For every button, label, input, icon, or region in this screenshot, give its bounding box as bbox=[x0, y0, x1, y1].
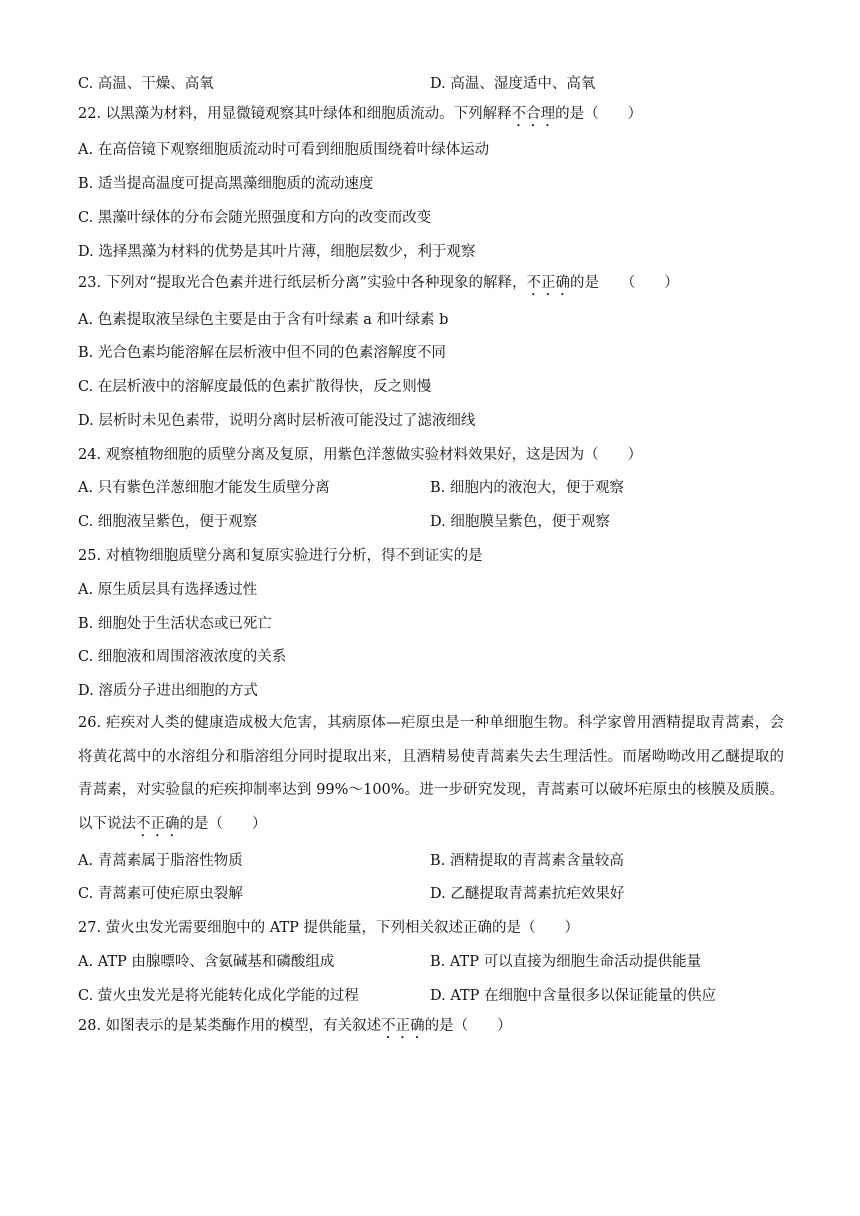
q22-option-a: A. 在高倍镜下观察细胞质流动时可看到细胞质围绕着叶绿体运动 bbox=[78, 142, 490, 158]
q24-option-b: B. 细胞内的液泡大，便于观察 bbox=[430, 480, 624, 496]
q21-option-d: D. 高温、湿度适中、高氧 bbox=[430, 76, 596, 92]
q23-stem bbox=[78, 273, 679, 299]
q25-option-a: A. 原生质层具有选择透过性 bbox=[78, 582, 258, 598]
q27-stem: 27. 萤火虫发光需要细胞中的 ATP 提供能量，下列相关叙述正确的是（ ） bbox=[78, 920, 579, 936]
q24-option-d: D. 细胞膜呈紫色，便于观察 bbox=[430, 514, 610, 530]
q27-option-b: B. ATP 可以直接为细胞生命活动提供能量 bbox=[430, 954, 702, 970]
q26-option-c: C. 青蒿素可使疟原虫裂解 bbox=[78, 886, 243, 902]
q26-emphasis: 不正确 bbox=[136, 815, 180, 832]
q26-option-b: B. 酒精提取的青蒿素含量较高 bbox=[430, 853, 624, 869]
q25-option-c: C. 细胞液和周围溶液浓度的关系 bbox=[78, 649, 287, 665]
q27-option-c: C. 萤火虫发光是将光能转化成化学能的过程 bbox=[78, 988, 359, 1004]
q25-option-b: B. 细胞处于生活状态或已死亡 bbox=[78, 616, 272, 632]
q22-option-d: D. 选择黑藻为材料的优势是其叶片薄，细胞层数少，利于观察 bbox=[78, 244, 476, 260]
q23-option-a: A. 色素提取液呈绿色主要是由于含有叶绿素 a 和叶绿素 b bbox=[78, 312, 449, 328]
q23-emphasis: 不正确 bbox=[526, 275, 570, 291]
q23-stem-text: 23. 下列对“提取光合色素并进行纸层析分离”实验中各种现象的解释， bbox=[78, 275, 527, 291]
q24-option-c: C. 细胞液呈紫色，便于观察 bbox=[78, 514, 258, 530]
q28-stem bbox=[78, 1016, 512, 1042]
q24-option-a: A. 只有紫色洋葱细胞才能发生质壁分离 bbox=[78, 480, 330, 496]
q26-stem bbox=[78, 707, 784, 841]
q22-stem bbox=[78, 104, 642, 130]
q26-option-d: D. 乙醚提取青蒿素抗疟效果好 bbox=[430, 886, 625, 902]
q26-stem-text: 26. 疟疾对人类的健康造成极大危害，其病原体—疟原虫是一种单细胞生物。科学家曾用酒精提取青蒿素，会将黄花蒿中的水溶组分和脂溶组分同时提取出来，且酒精易使青蒿素失去生理活性。而屠呦呦改用乙醚提取的青蒿素，对实验鼠的疟疾抑制率达到 99%～100%。进一步研究发现，青蒿素可以破坏疟原虫的核膜及质膜。以下说法 bbox=[78, 715, 784, 832]
q25-option-d: D. 溶质分子进出细胞的方式 bbox=[78, 683, 258, 699]
q27-option-d: D. ATP 在细胞中含量很多以保证能量的供应 bbox=[430, 988, 717, 1004]
q22-option-c: C. 黑藻叶绿体的分布会随光照强度和方向的改变而改变 bbox=[78, 210, 432, 226]
q23-stem-end: 的是 （ ） bbox=[570, 275, 679, 291]
q25-stem: 25. 对植物细胞质壁分离和复原实验进行分析，得不到证实的是 bbox=[78, 548, 483, 564]
q26-stem-end: 的是（ ） bbox=[179, 815, 267, 832]
q28-stem-end: 的是（ ） bbox=[424, 1018, 512, 1034]
q22-option-b: B. 适当提高温度可提高黑藻细胞质的流动速度 bbox=[78, 176, 374, 192]
q23-option-c: C. 在层析液中的溶解度最低的色素扩散得快，反之则慢 bbox=[78, 379, 432, 395]
q22-stem-end: 的是（ ） bbox=[555, 106, 643, 122]
q26-option-a: A. 青蒿素属于脂溶性物质 bbox=[78, 853, 243, 869]
q28-emphasis: 不正确 bbox=[381, 1018, 425, 1034]
q22-stem-text: 22. 以黑藻为材料，用显微镜观察其叶绿体和细胞质流动。下列解释 bbox=[78, 106, 512, 122]
q23-option-d: D. 层析时未见色素带，说明分离时层析液可能没过了滤液细线 bbox=[78, 413, 476, 429]
q23-option-b: B. 光合色素均能溶解在层析液中但不同的色素溶解度不同 bbox=[78, 345, 446, 361]
q27-option-a: A. ATP 由腺嘌呤、含氨碱基和磷酸组成 bbox=[78, 954, 335, 970]
q21-option-c: C. 高温、干燥、高氧 bbox=[78, 76, 214, 92]
q28-stem-text: 28. 如图表示的是某类酶作用的模型，有关叙述 bbox=[78, 1018, 382, 1034]
q24-stem: 24. 观察植物细胞的质壁分离及复原，用紫色洋葱做实验材料效果好，这是因为（ ） bbox=[78, 447, 643, 463]
q22-emphasis: 不合理 bbox=[511, 106, 556, 122]
